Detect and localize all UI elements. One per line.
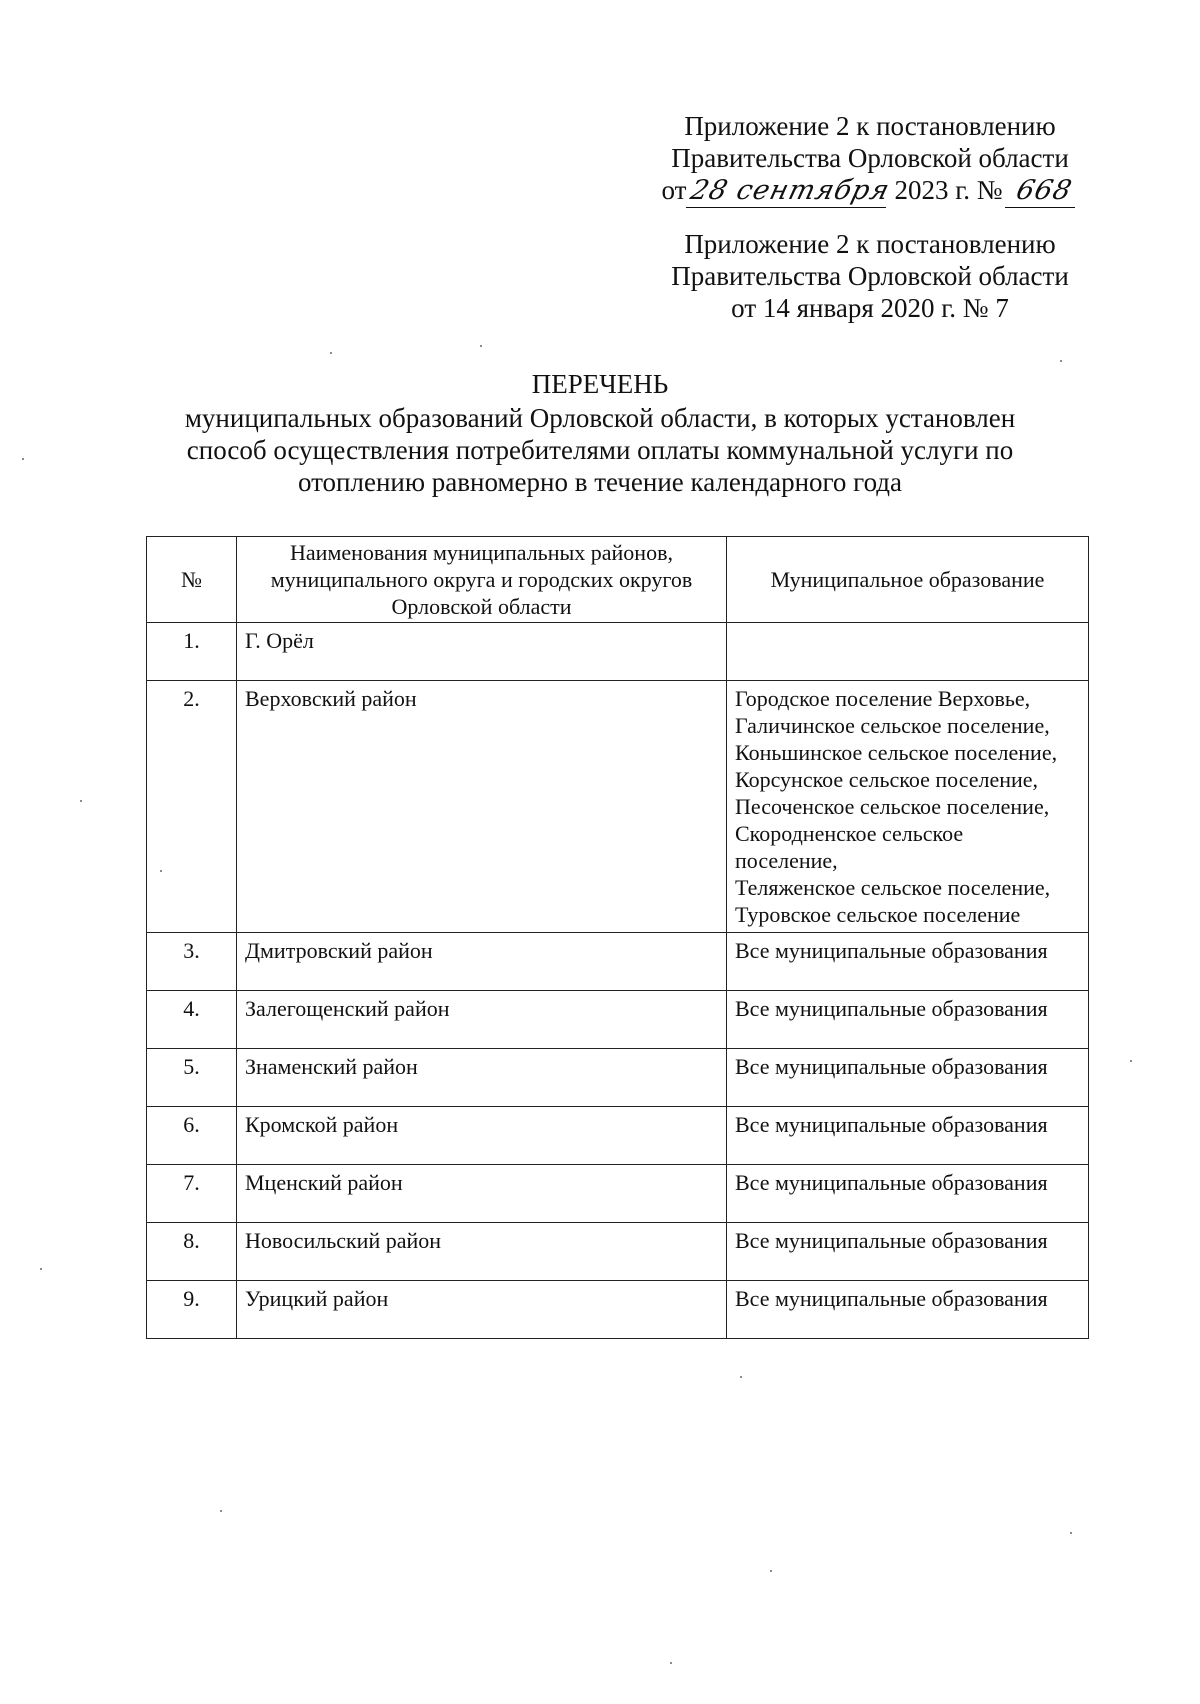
- header-district-line1: Наименования муниципальных районов,: [290, 540, 673, 565]
- appendix-original-line2: Правительства Орловской области: [671, 261, 1069, 291]
- row-district: Залегощенский район: [237, 991, 727, 1049]
- municipality-line: Галичинское сельское поселение,: [735, 713, 1050, 738]
- header-district-line2: муниципального округа и городских округов: [270, 567, 693, 592]
- row-number: 2.: [147, 681, 237, 933]
- row-municipality: Все муниципальные образования: [727, 933, 1089, 991]
- scan-speck: [670, 1662, 672, 1664]
- row-municipality: Все муниципальные образования: [727, 1223, 1089, 1281]
- row-number: 5.: [147, 1049, 237, 1107]
- appendix-amendment-date: [640, 174, 1100, 208]
- title-line1: муниципальных образований Орловской области, в которых установлен: [184, 403, 1016, 433]
- row-district: Г. Орёл: [237, 623, 727, 681]
- row-number: 8.: [147, 1223, 237, 1281]
- table-row: [147, 1281, 1089, 1339]
- scan-speck: [480, 345, 482, 347]
- table-row: [147, 1165, 1089, 1223]
- municipality-line: Городское поселение Верховье,: [735, 686, 1031, 711]
- table-row: [147, 991, 1089, 1049]
- title-line2: способ осуществления потребителями оплаты коммунальной услуги по: [186, 435, 1014, 465]
- table-header-row: [147, 537, 1089, 623]
- table-row: [147, 933, 1089, 991]
- scan-speck: [770, 1570, 772, 1572]
- table-row: [147, 1107, 1089, 1165]
- title-heading: ПЕРЕЧЕНЬ: [531, 369, 669, 399]
- row-number: 1.: [147, 623, 237, 681]
- appendix-amendment: [640, 110, 1100, 208]
- row-municipality: Все муниципальные образования: [727, 1281, 1089, 1339]
- row-municipality: Все муниципальные образования: [727, 991, 1089, 1049]
- scan-speck: [80, 800, 82, 802]
- scan-speck: [1070, 1532, 1072, 1534]
- municipality-line: Туровское сельское поселение: [735, 902, 1021, 927]
- row-number: 3.: [147, 933, 237, 991]
- header-district: [237, 537, 727, 623]
- table-row: [147, 681, 1089, 933]
- municipality-line: Коньшинское сельское поселение,: [735, 740, 1058, 765]
- row-district: Дмитровский район: [237, 933, 727, 991]
- scan-speck: [220, 1510, 222, 1512]
- table-row: [147, 1223, 1089, 1281]
- handwritten-date: 28 сентября: [687, 175, 894, 206]
- row-municipality: Все муниципальные образования: [727, 1165, 1089, 1223]
- row-municipality: Все муниципальные образования: [727, 1107, 1089, 1165]
- header-municipality: Муниципальное образование: [727, 537, 1089, 623]
- handwritten-number: 668: [1004, 175, 1082, 208]
- date-prefix: от: [661, 175, 687, 205]
- row-district: Знаменский район: [237, 1049, 727, 1107]
- table-row: [147, 623, 1089, 681]
- row-district: Мценский район: [237, 1165, 727, 1223]
- scan-speck: [330, 352, 332, 354]
- document-title: [140, 368, 1060, 498]
- municipality-line: Корсунское сельское поселение,: [735, 767, 1039, 792]
- row-municipality: [727, 623, 1089, 681]
- appendix-amendment-line2: Правительства Орловской области: [671, 143, 1069, 173]
- row-number: 9.: [147, 1281, 237, 1339]
- appendix-original-line3: от 14 января 2020 г. № 7: [731, 293, 1009, 323]
- municipality-line: Скородненское сельское: [735, 821, 964, 846]
- row-district: Урицкий район: [237, 1281, 727, 1339]
- date-year: 2023 г. №: [894, 175, 1003, 205]
- appendix-original-line1: Приложение 2 к постановлению: [684, 229, 1056, 259]
- municipality-line: поселение,: [735, 848, 838, 873]
- municipality-line: Песоченское сельское поселение,: [735, 794, 1050, 819]
- scan-speck: [1130, 1060, 1132, 1062]
- appendix-original: [640, 228, 1100, 324]
- municipalities-table: [146, 536, 1089, 1339]
- scan-speck: [22, 458, 24, 460]
- row-municipality: Все муниципальные образования: [727, 1049, 1089, 1107]
- row-number: 4.: [147, 991, 237, 1049]
- row-number: 6.: [147, 1107, 237, 1165]
- header-district-line3: Орловской области: [391, 594, 572, 619]
- row-district: Новосильский район: [237, 1223, 727, 1281]
- row-district: Верховский район: [237, 681, 727, 933]
- row-municipality: [727, 681, 1089, 933]
- scan-speck: [160, 870, 162, 872]
- table-row: [147, 1049, 1089, 1107]
- row-number: 7.: [147, 1165, 237, 1223]
- title-line3: отоплению равномерно в течение календарного года: [297, 467, 903, 497]
- scan-speck: [1060, 360, 1062, 362]
- municipality-line: Теляженское сельское поселение,: [735, 875, 1051, 900]
- appendix-amendment-line1: Приложение 2 к постановлению: [684, 111, 1056, 141]
- header-number: №: [147, 537, 237, 623]
- scan-speck: [740, 1376, 742, 1378]
- row-district: Кромской район: [237, 1107, 727, 1165]
- scan-speck: [40, 1268, 42, 1270]
